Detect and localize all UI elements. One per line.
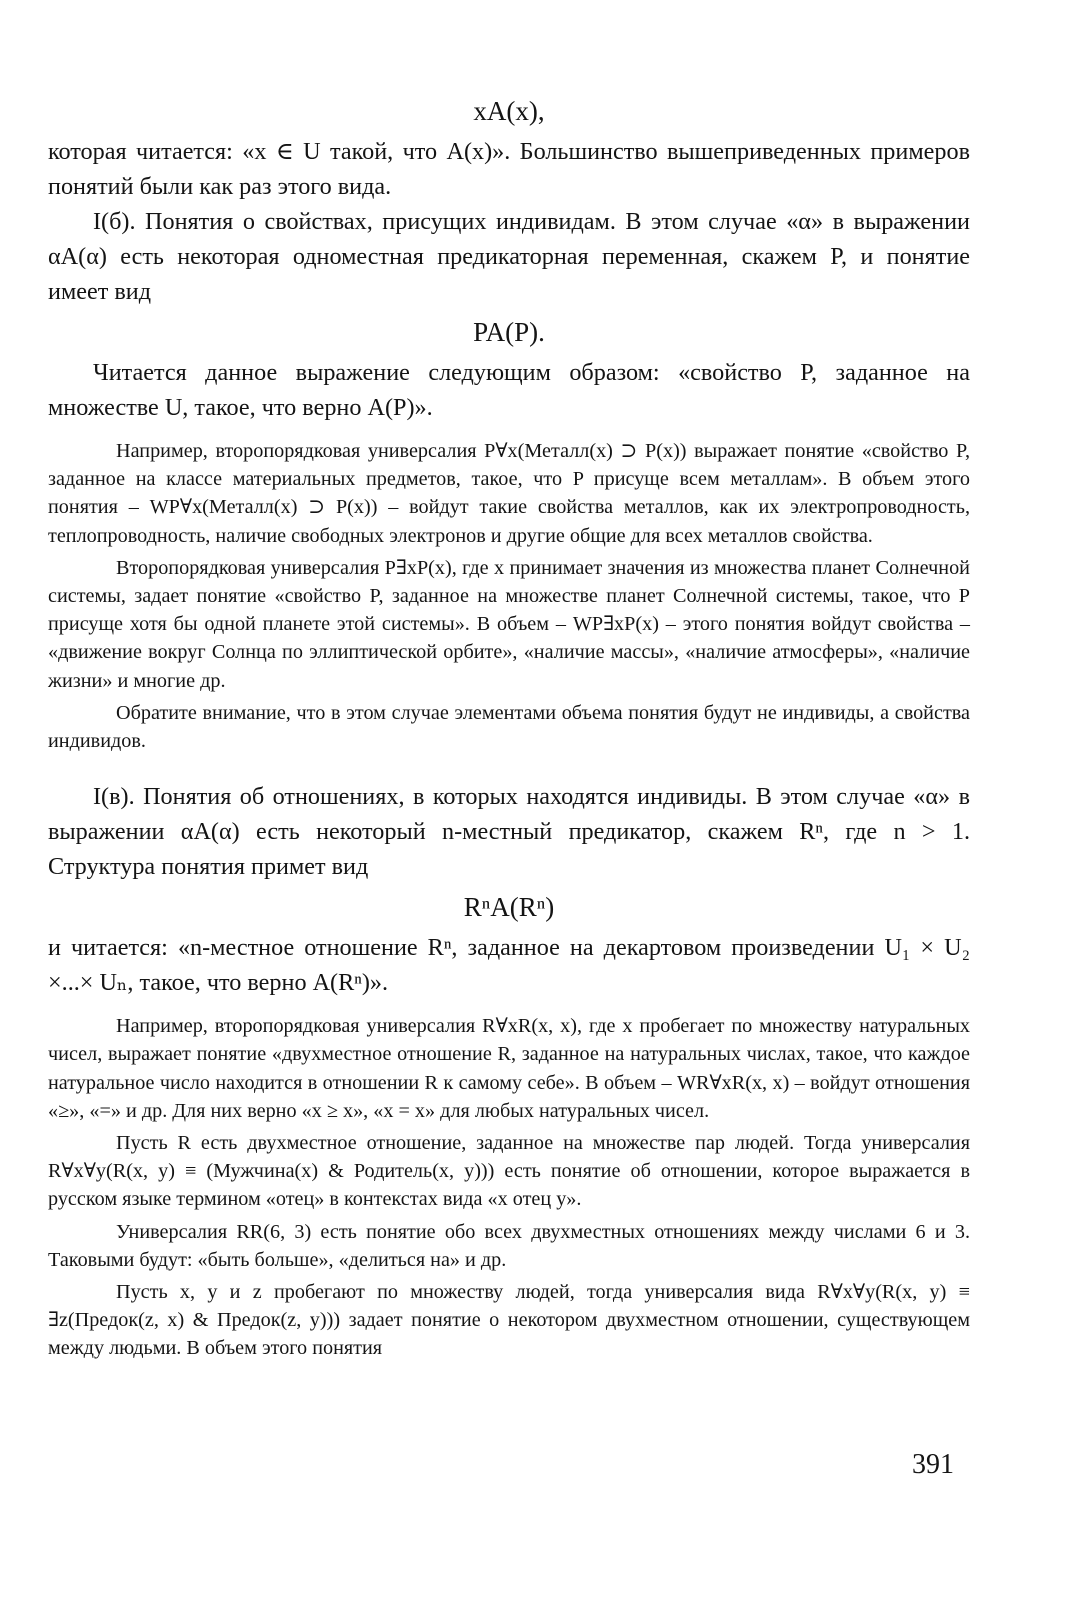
example-reflexive: Например, второпорядковая универсалия R∀xR(x, x), где x пробегает по множеству натуральных чисел, выражает понятие «двухместное отношение R, заданное на натуральных числах, такое, что каждое натуральное число находится в отношении R к самому себе». В объем – WR∀xR(x, x) – войдут отношения «≥», «=» и др. Для них верно «x ≥ x», «x = x» для любых натуральных чисел. [48,1015,970,1122]
page-number: 391 [912,1449,954,1480]
note-properties: Обратите внимание, что в этом случае элементами объема понятия будут не индивиды, а свойства индивидов. [48,701,970,753]
paragraph-relations-intro: I(в). Понятия об отношениях, в которых находятся индивиды. В этом случае «α» в выражении αA(α) есть некоторый n-местный предикатор, скажем Rⁿ, где n > 1. Структура понятия примет вид [48,783,970,881]
formula-xAx: xA(x), [473,96,545,126]
example-metals: Например, второпорядковая универсалия P∀x(Металл(x) ⊃ P(x)) выражает понятие «свойство P, заданное на классе материальных предметов, такое, что P присуще всем металлам». В объем этого понятия – WP∀x(Металл(x) ⊃ P(x)) – войдут такие свойства металлов, как их электропроводность, теплопроводность, наличие свободных электронов и другие общие для всех металлов свойства. [48,440,970,547]
example-ancestors: Пусть x, y и z пробегают по множеству людей, тогда универсалия вида R∀x∀y(R(x, y) ≡ ∃z(Предок(z, x) & Предок(z, y))) задает понятие о некотором двухместном отношении, существующем между людьми. В объем этого понятия [48,1281,970,1360]
formula-PAP: PA(P). [473,317,545,347]
formula-RnARn: RⁿA(Rⁿ) [463,892,555,923]
example-father: Пусть R есть двухместное отношение, заданное на множестве пар людей. Тогда универсалия R∀x∀y(R(x, y) ≡ (Мужчина(x) & Родитель(x, y))) есть понятие об отношении, которое выражается в русском языке термином «отец» в контекстах вида «x отец y». [48,1132,970,1211]
paragraph-properties-intro: I(б). Понятия о свойствах, присущих индивидам. В этом случае «α» в выражении αA(α) есть некоторая одноместная предикаторная переменная, скажем P, и понятие имеет вид [48,208,970,305]
example-numbers: Универсалия RR(6, 3) есть понятие обо всех двухместных отношениях между числами 6 и 3. Таковыми будут: «быть больше», «делиться на» и др. [48,1220,970,1271]
page-body [48,88,970,1367]
paragraph-reading-Rn: и читается: «n-местное отношение Rⁿ, заданное на декартовом произведении U₁ × U₂ ×...× Uₙ, такое, что верно A(Rⁿ)». [48,934,970,997]
paragraph-reading-P: Читается данное выражение следующим образом: «свойство P, заданное на множестве U, такое, что верно A(P)». [48,359,970,421]
example-planets: Второпорядковая универсалия P∃xP(x), где x принимает значения из множества планет Солнечной системы, задает понятие «свойство P, заданное на множестве планет Солнечной системы, такое, что P присуще хотя бы одной планете этой системы». В объем – WP∃xP(x) – этого понятия войдут свойства – «движение вокруг Солнца по эллиптической орбите», «наличие массы», «наличие атмосферы», «наличие жизни» и многие др. [48,556,970,692]
paragraph-reading-x: которая читается: «x ∈ U такой, что A(x)». Большинство вышеприведенных примеров понятий были как раз этого вида. [48,138,970,200]
